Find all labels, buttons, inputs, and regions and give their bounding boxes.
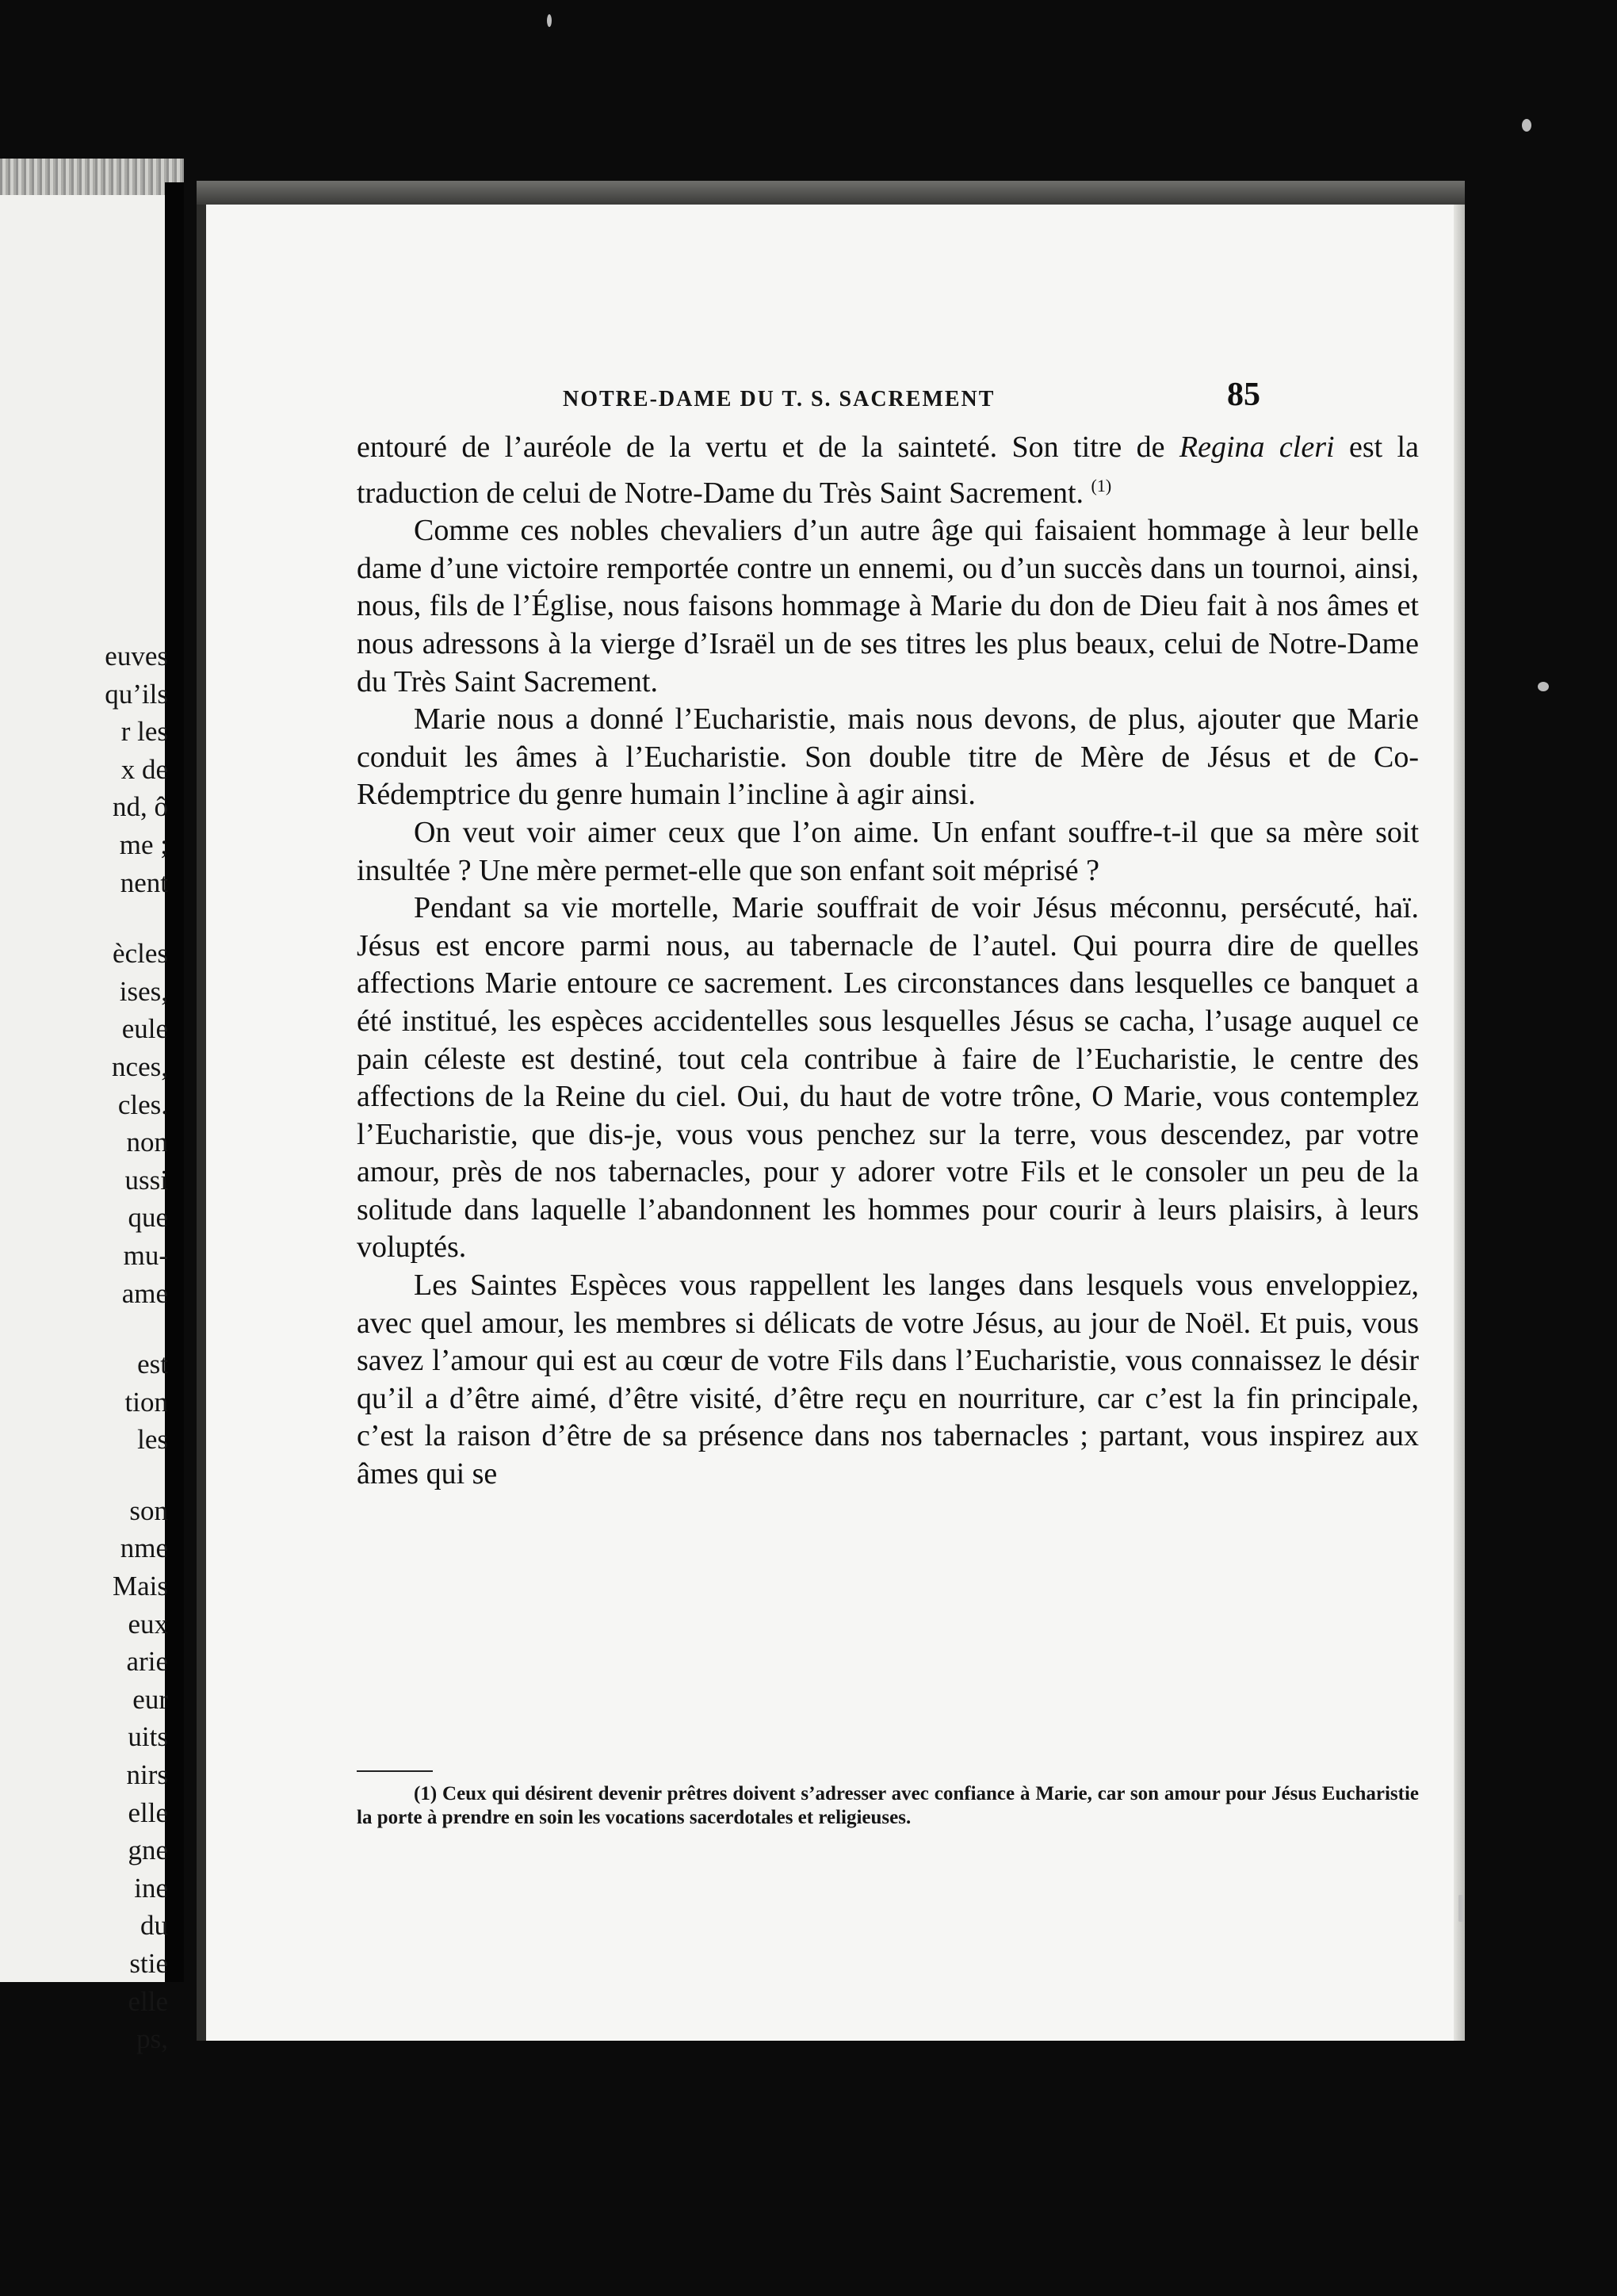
left-page-fragment: son	[129, 1494, 168, 1526]
left-page-fragment: elle	[128, 1985, 168, 2017]
scan-speck	[547, 14, 552, 27]
left-page-fragment	[0, 1459, 168, 1492]
left-page-fragment: nd, ô	[113, 791, 168, 823]
left-page-fragment: stie	[129, 1948, 168, 1979]
running-title: NOTRE-DAME DU T. S. SACREMENT	[563, 387, 996, 411]
left-page-fragment: qu’ils	[105, 678, 168, 710]
right-page-right-edge	[1454, 205, 1465, 2041]
left-page-fragment: tion	[124, 1386, 168, 1418]
left-page	[0, 159, 184, 2055]
paragraph-1-rest: est la traduction de celui de Notre-Dame du Très Saint Sacrement.	[357, 430, 1419, 510]
left-page-fragment: que	[128, 1202, 168, 1234]
left-page-fragment: non	[126, 1127, 168, 1158]
left-page-fragment: ps,	[136, 2023, 168, 2055]
footnote-divider	[357, 1770, 433, 1772]
page-number: 85	[1227, 377, 1260, 413]
right-page-top-edge	[197, 181, 1465, 205]
left-page-fragment: du	[140, 1910, 168, 1942]
paragraph-1-text: entouré de l’auréole de la vertu et de la sainteté. Son titre de	[357, 430, 1179, 464]
left-page-fragment: nces,	[112, 1050, 168, 1082]
left-page-fragment: gne	[128, 1835, 168, 1866]
paragraph-6: Les Saintes Espèces vous rappellent les langes dans lesquels vous enveloppiez, avec quel amour, les membres si délicats de votre Jésus, au jour de Noël. Et puis, vous savez l’amour qui est au cœur de votre Fils dans l’Eucharistie, vous connaissez le désir qu’il a d’être aimé, d’être visité, d’être reçu en nourriture, car c’est la fin principale, c’est la raison d’être de sa présence dans nos tabernacles ; partant, vous inspirez aux âmes qui se	[357, 1269, 1419, 1491]
footnote	[357, 1782, 1419, 1830]
paragraph-5: Pendant sa vie mortelle, Marie souffrait de voir Jésus méconnu, persécuté, haï. Jésus est encore parmi nous, au tabernacle de l’autel. Qui pourra dire de quelles affections Marie entoure ce sacrement. Les circonstances dans lesquelles ce banquet a été institué, les espèces accidentelles sous lesquelles Jésus se cacha, l’usage auquel ce pain céleste est destiné, tout cela contribue à faire de l’Eucharistie, le centre des affections de la Reine du ciel. Oui, du haut de votre trône, O Marie, vous contemplez l’Eucharistie, que dis-je, vous vous penchez sur la terre, vous descendez, par votre amour, près de nos tabernacles, pour y adorer votre Fils et le consoler un peu de la solitude dans laquelle l’abandonnent les hommes pour courir à leurs plaisirs, à leurs voluptés.	[357, 891, 1419, 1265]
running-header	[563, 384, 1458, 415]
left-page-fragment: nent	[120, 867, 168, 898]
left-page-fragment: x de	[120, 753, 168, 785]
scan-speck	[1522, 119, 1531, 132]
left-page-fragment: uits	[128, 1721, 168, 1753]
paragraph-1	[357, 429, 1419, 512]
left-page-fragment: eule	[121, 1013, 168, 1045]
regina-cleri-italic: Regina cleri	[1179, 430, 1335, 464]
left-page-fragment: elle	[128, 1797, 168, 1828]
right-page	[197, 205, 1465, 2041]
left-page-fragment: ussi	[124, 1164, 168, 1196]
scan-speck	[1458, 1895, 1463, 1922]
left-page-fragment: eur	[132, 1683, 168, 1715]
left-page-fragment: est	[137, 1349, 168, 1380]
left-page-fragment: Mais	[113, 1571, 168, 1602]
left-page-fragment: euves	[105, 641, 168, 672]
right-page-left-edge	[197, 205, 206, 2041]
left-page-fragment	[0, 1312, 168, 1345]
left-page-fragment: r les	[120, 716, 168, 748]
paragraph-4: On veut voir aimer ceux que l’on aime. Un enfant souffre-t-il que sa mère soit insultée ? Une mère permet-elle que son enfant soit méprisé ?	[357, 815, 1419, 887]
left-page-fragment: me ;	[119, 828, 168, 860]
left-page-fragment: ises,	[119, 975, 168, 1007]
left-page-fragment: ame	[121, 1277, 168, 1309]
footnote-reference[interactable]: (1)	[1091, 475, 1112, 496]
left-page-fragment	[0, 901, 168, 935]
left-page-fragment: arie	[126, 1646, 168, 1678]
left-page-fragment: ècles	[113, 938, 168, 970]
body-text	[357, 429, 1419, 1494]
left-page-fragment: ine	[134, 1872, 168, 1904]
left-page-fragment: mu-	[123, 1239, 168, 1271]
footnote-text: (1) Ceux qui désirent devenir prêtres doivent s’adresser avec confiance à Marie, car son amour pour Jésus Eucharistie la porte à prendre en soin les vocations sacerdotales et religieuses.	[357, 1783, 1419, 1828]
left-page-fragment: cles.	[117, 1089, 168, 1120]
left-page-text-fragments	[0, 637, 168, 2058]
left-page-fragment: nme	[120, 1533, 168, 1564]
paragraph-3: Marie nous a donné l’Eucharistie, mais nous devons, de plus, ajouter que Marie conduit les âmes à l’Eucharistie. Son double titre de Mère de Jésus et de Co-Rédemptrice du genre humain l’incline à agir ainsi.	[357, 702, 1419, 812]
left-page-fragment: nirs	[126, 1759, 168, 1791]
left-page-top-edge	[0, 159, 184, 195]
paragraph-2: Comme ces nobles chevaliers d’un autre âge qui faisaient hommage à leur belle dame d’une victoire remportée contre un ennemi, ou d’un succès dans un tournoi, ainsi, nous, fils de l’Église, nous faisons hommage à Marie du don de Dieu fait à nos âmes et nous adressons à la vierge d’Israël un de ses titres les plus beaux, celui de Notre-Dame du Très Saint Sacrement.	[357, 514, 1419, 698]
scan-speck	[1538, 682, 1549, 691]
left-page-fragment: eux	[128, 1608, 168, 1640]
left-page-fragment: les	[137, 1424, 168, 1456]
